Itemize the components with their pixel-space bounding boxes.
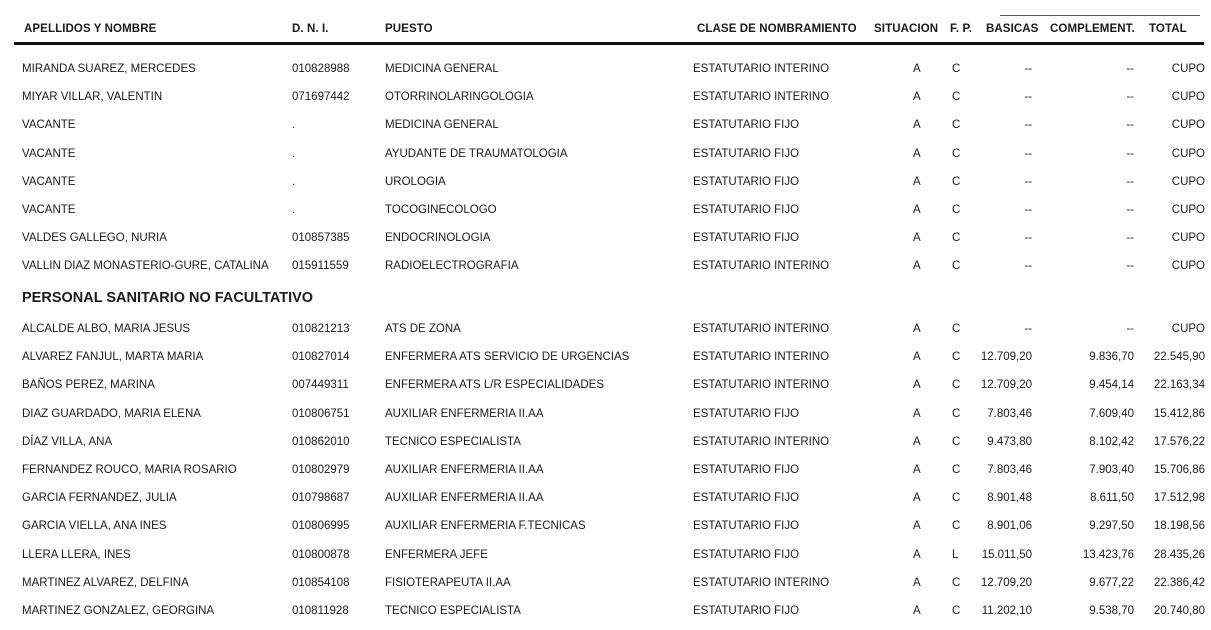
cell-dni: 010854108: [292, 576, 350, 589]
cell-basicas: --: [1024, 91, 1032, 104]
cell-clase: ESTATUTARIO INTERINO: [693, 435, 830, 448]
table-row: [0, 323, 1211, 343]
cell-situacion: A: [913, 351, 921, 364]
cell-clase: ESTATUTARIO FIJO: [693, 520, 800, 533]
cell-basicas: 7.803,46: [987, 464, 1032, 476]
cell-complement: --: [1126, 91, 1134, 104]
cell-puesto: TOCOGINECOLOGO: [385, 204, 497, 216]
cell-complement: 7.903,40: [1089, 464, 1134, 476]
cell-clase: ESTATUTARIO INTERINO: [693, 63, 830, 75]
cell-nombre: DIAZ GUARDADO, MARIA ELENA: [22, 407, 201, 420]
cell-puesto: MEDICINA GENERAL: [385, 63, 499, 75]
cell-total: 15.412,86: [1153, 407, 1205, 420]
cell-clase: ESTATUTARIO FIJO: [693, 175, 800, 188]
cell-dni: .: [292, 204, 296, 216]
cell-situacion: A: [913, 492, 921, 505]
cell-fp: C: [952, 175, 961, 188]
cell-total: CUPO: [1171, 175, 1205, 188]
header-complement: COMPLEMENT.: [1050, 23, 1135, 35]
table-row: [0, 549, 1211, 569]
table-row: [0, 520, 1211, 540]
table-row: [0, 464, 1211, 484]
cell-fp: C: [952, 435, 961, 448]
cell-puesto: ENFERMERA ATS SERVICIO DE URGENCIAS: [385, 351, 630, 364]
cell-situacion: A: [913, 232, 921, 245]
cell-clase: ESTATUTARIO INTERINO: [693, 351, 830, 364]
cell-total: CUPO: [1171, 63, 1205, 75]
cell-situacion: A: [913, 91, 921, 104]
cell-dni: .: [292, 175, 296, 188]
cell-complement: 8.102,42: [1089, 435, 1134, 448]
cell-clase: ESTATUTARIO FIJO: [693, 464, 800, 476]
cell-fp: C: [952, 204, 961, 216]
cell-situacion: A: [913, 605, 921, 617]
cell-situacion: A: [913, 407, 921, 420]
cell-puesto: OTORRINOLARINGOLOGIA: [385, 91, 534, 104]
cell-complement: --: [1126, 232, 1134, 245]
cell-fp: C: [952, 91, 961, 104]
cell-clase: ESTATUTARIO FIJO: [693, 492, 800, 505]
cell-situacion: A: [913, 119, 921, 132]
cell-total: 28.435,26: [1153, 548, 1205, 561]
cell-basicas: 12.709,20: [980, 576, 1032, 589]
cell-basicas: 8.901,48: [987, 492, 1032, 505]
cell-dni: 010806751: [292, 407, 350, 420]
cell-complement: 7.609,40: [1089, 407, 1134, 420]
cell-dni: 010811928: [292, 605, 349, 617]
cell-basicas: --: [1024, 260, 1032, 273]
cell-fp: C: [952, 232, 961, 245]
cell-fp: C: [952, 63, 961, 75]
table-row: [0, 176, 1211, 196]
cell-fp: C: [952, 379, 961, 392]
cell-complement: 9.297,50: [1089, 520, 1134, 533]
cell-clase: ESTATUTARIO FIJO: [693, 605, 800, 617]
cell-total: CUPO: [1171, 232, 1205, 245]
cell-clase: ESTATUTARIO INTERINO: [693, 379, 830, 392]
cell-situacion: A: [913, 576, 921, 589]
cell-dni: 010798687: [292, 492, 350, 505]
cell-puesto: TECNICO ESPECIALISTA: [385, 605, 521, 617]
cell-clase: ESTATUTARIO INTERINO: [693, 576, 830, 589]
cell-nombre: VACANTE: [22, 204, 76, 216]
cell-fp: C: [952, 464, 961, 476]
table-row: [0, 260, 1211, 280]
cell-clase: ESTATUTARIO INTERINO: [693, 91, 830, 104]
cell-nombre: MIYAR VILLAR, VALENTIN: [22, 91, 163, 104]
cell-basicas: 12.709,20: [980, 351, 1032, 364]
cell-nombre: FERNANDEZ ROUCO, MARIA ROSARIO: [22, 464, 237, 476]
cell-nombre: GARCIA VIELLA, ANA INES: [22, 520, 167, 533]
header-fp: F. P.: [950, 23, 973, 35]
cell-total: CUPO: [1171, 260, 1205, 273]
cell-puesto: RADIOELECTROGRAFIA: [385, 260, 519, 273]
header-situacion: SITUACION: [874, 23, 939, 35]
table-row: [0, 204, 1211, 224]
cell-dni: 010857385: [292, 232, 350, 245]
cell-situacion: A: [913, 548, 921, 561]
cell-basicas: --: [1024, 63, 1032, 75]
cell-situacion: A: [913, 435, 921, 448]
cell-fp: C: [952, 492, 961, 505]
cell-dni: 015911559: [292, 260, 349, 273]
cell-dni: 010827014: [292, 351, 350, 364]
cell-nombre: MIRANDA SUAREZ, MERCEDES: [22, 63, 196, 75]
cell-basicas: --: [1024, 204, 1032, 216]
table-row: [0, 119, 1211, 139]
cell-situacion: A: [913, 379, 921, 392]
cell-nombre: VACANTE: [22, 147, 76, 160]
cell-complement: 13.423,76: [1082, 548, 1134, 561]
cell-basicas: --: [1024, 323, 1032, 335]
cell-dni: 071697442: [292, 91, 350, 104]
cell-puesto: AUXILIAR ENFERMERIA II.AA: [385, 464, 544, 476]
header-apellidos-nombre: APELLIDOS Y NOMBRE: [24, 23, 157, 35]
cell-clase: ESTATUTARIO FIJO: [693, 147, 800, 160]
cell-dni: .: [292, 147, 296, 160]
cell-fp: C: [952, 576, 961, 589]
cell-basicas: 15.011,50: [981, 548, 1032, 561]
cell-puesto: ENFERMERA ATS L/R ESPECIALIDADES: [385, 379, 604, 392]
cell-total: CUPO: [1171, 91, 1205, 104]
cell-complement: --: [1126, 323, 1134, 335]
table-row: [0, 492, 1211, 512]
cell-fp: C: [952, 520, 961, 533]
cell-puesto: AUXILIAR ENFERMERIA F.TECNICAS: [385, 520, 586, 533]
cell-basicas: --: [1024, 232, 1032, 245]
cell-puesto: ENDOCRINOLOGIA: [385, 232, 491, 245]
cell-basicas: 8.901,06: [987, 520, 1032, 533]
cell-complement: 9.836,70: [1089, 351, 1134, 364]
cell-clase: ESTATUTARIO INTERINO: [693, 323, 830, 335]
cell-total: CUPO: [1171, 323, 1205, 335]
cell-clase: ESTATUTARIO FIJO: [693, 204, 800, 216]
cell-fp: C: [952, 119, 961, 132]
table-row: [0, 232, 1211, 252]
cell-fp: L: [952, 548, 959, 561]
top-rule: [1000, 15, 1200, 16]
cell-fp: C: [952, 260, 961, 273]
cell-puesto: AUXILIAR ENFERMERIA II.AA: [385, 407, 544, 420]
table-row: [0, 148, 1211, 168]
cell-dni: 010800878: [292, 548, 350, 561]
table-row: [0, 436, 1211, 456]
cell-fp: C: [952, 605, 961, 617]
cell-basicas: --: [1024, 119, 1032, 132]
cell-complement: --: [1126, 260, 1134, 273]
cell-puesto: UROLOGIA: [385, 175, 446, 188]
cell-total: 17.512,98: [1153, 492, 1205, 505]
cell-complement: 9.538,70: [1089, 605, 1134, 617]
table-row: [0, 379, 1211, 399]
cell-puesto: FISIOTERAPEUTA II.AA: [385, 576, 511, 589]
cell-total: 20.740,80: [1153, 605, 1205, 617]
cell-complement: --: [1126, 63, 1134, 75]
cell-situacion: A: [913, 204, 921, 216]
cell-situacion: A: [913, 147, 921, 160]
table-row: [0, 63, 1211, 83]
cell-clase: ESTATUTARIO FIJO: [693, 407, 800, 420]
table-row: [0, 605, 1211, 625]
cell-nombre: LLERA LLERA, INES: [22, 548, 131, 561]
cell-dni: 010802979: [292, 464, 350, 476]
cell-nombre: VALLIN DIAZ MONASTERIO-GURE, CATALINA: [22, 260, 269, 273]
cell-basicas: --: [1024, 175, 1032, 188]
table-header: [14, 20, 1204, 45]
cell-complement: --: [1126, 204, 1134, 216]
cell-fp: C: [952, 407, 961, 420]
cell-dni: 010828988: [292, 63, 350, 75]
cell-complement: 9.454,14: [1089, 379, 1134, 392]
cell-total: 17.576,22: [1153, 435, 1205, 448]
table-row: [0, 351, 1211, 371]
cell-nombre: BAÑOS PEREZ, MARINA: [22, 379, 155, 392]
cell-nombre: GARCIA FERNANDEZ, JULIA: [22, 492, 177, 505]
cell-basicas: 9.473,80: [987, 435, 1032, 448]
cell-clase: ESTATUTARIO FIJO: [693, 119, 800, 132]
header-dni: D. N. I.: [292, 23, 329, 35]
cell-total: CUPO: [1171, 204, 1205, 216]
cell-basicas: 11.202,10: [981, 605, 1032, 617]
table-row: [0, 91, 1211, 111]
cell-nombre: ALVAREZ FANJUL, MARTA MARIA: [22, 351, 204, 364]
table-row: [0, 577, 1211, 597]
cell-dni: .: [292, 119, 296, 132]
cell-puesto: TECNICO ESPECIALISTA: [385, 435, 521, 448]
cell-situacion: A: [913, 175, 921, 188]
cell-basicas: --: [1024, 147, 1032, 160]
cell-total: 18.198,56: [1153, 520, 1205, 533]
cell-total: 15.706,86: [1153, 464, 1205, 476]
cell-situacion: A: [913, 323, 921, 335]
cell-situacion: A: [913, 260, 921, 273]
cell-basicas: 12.709,20: [980, 379, 1032, 392]
header-clase-nombramiento: CLASE DE NOMBRAMIENTO: [697, 23, 857, 35]
section-title: PERSONAL SANITARIO NO FACULTATIVO: [22, 290, 314, 306]
cell-puesto: AYUDANTE DE TRAUMATOLOGIA: [385, 147, 568, 160]
cell-dni: 010821213: [292, 323, 350, 335]
cell-fp: C: [952, 147, 961, 160]
cell-complement: --: [1126, 119, 1134, 132]
cell-total: 22.386,42: [1153, 576, 1205, 589]
cell-complement: 9.677,22: [1089, 576, 1134, 589]
cell-nombre: VALDES GALLEGO, NURIA: [22, 232, 167, 245]
cell-nombre: MARTINEZ GONZALEZ, GEORGINA: [22, 605, 215, 617]
cell-complement: --: [1126, 175, 1134, 188]
cell-situacion: A: [913, 464, 921, 476]
cell-nombre: DÍAZ VILLA, ANA: [22, 435, 113, 448]
cell-total: 22.545,90: [1153, 351, 1205, 364]
cell-total: CUPO: [1171, 147, 1205, 160]
cell-clase: ESTATUTARIO INTERINO: [693, 260, 830, 273]
cell-nombre: VACANTE: [22, 119, 76, 132]
cell-nombre: MARTINEZ ALVAREZ, DELFINA: [22, 576, 189, 589]
header-puesto: PUESTO: [385, 23, 433, 35]
cell-total: CUPO: [1171, 119, 1205, 132]
cell-clase: ESTATUTARIO FIJO: [693, 232, 800, 245]
cell-nombre: ALCALDE ALBO, MARIA JESUS: [22, 323, 191, 335]
cell-clase: ESTATUTARIO FIJO: [693, 548, 800, 561]
cell-situacion: A: [913, 520, 921, 533]
cell-dni: 010806995: [292, 520, 350, 533]
header-basicas: BASICAS: [986, 23, 1039, 35]
cell-situacion: A: [913, 63, 921, 75]
cell-total: 22.163,34: [1153, 379, 1205, 392]
cell-puesto: ATS DE ZONA: [385, 323, 461, 335]
cell-puesto: AUXILIAR ENFERMERIA II.AA: [385, 492, 544, 505]
cell-puesto: ENFERMERA JEFE: [385, 548, 488, 561]
cell-nombre: VACANTE: [22, 175, 76, 188]
cell-basicas: 7.803,46: [987, 407, 1032, 420]
cell-fp: C: [952, 323, 961, 335]
cell-dni: 007449311: [292, 379, 349, 392]
cell-complement: --: [1126, 147, 1134, 160]
table-row: [0, 408, 1211, 428]
header-total: TOTAL: [1149, 23, 1187, 35]
cell-dni: 010862010: [292, 435, 350, 448]
cell-fp: C: [952, 351, 961, 364]
cell-puesto: MEDICINA GENERAL: [385, 119, 499, 132]
cell-complement: 8.611,50: [1090, 492, 1134, 505]
